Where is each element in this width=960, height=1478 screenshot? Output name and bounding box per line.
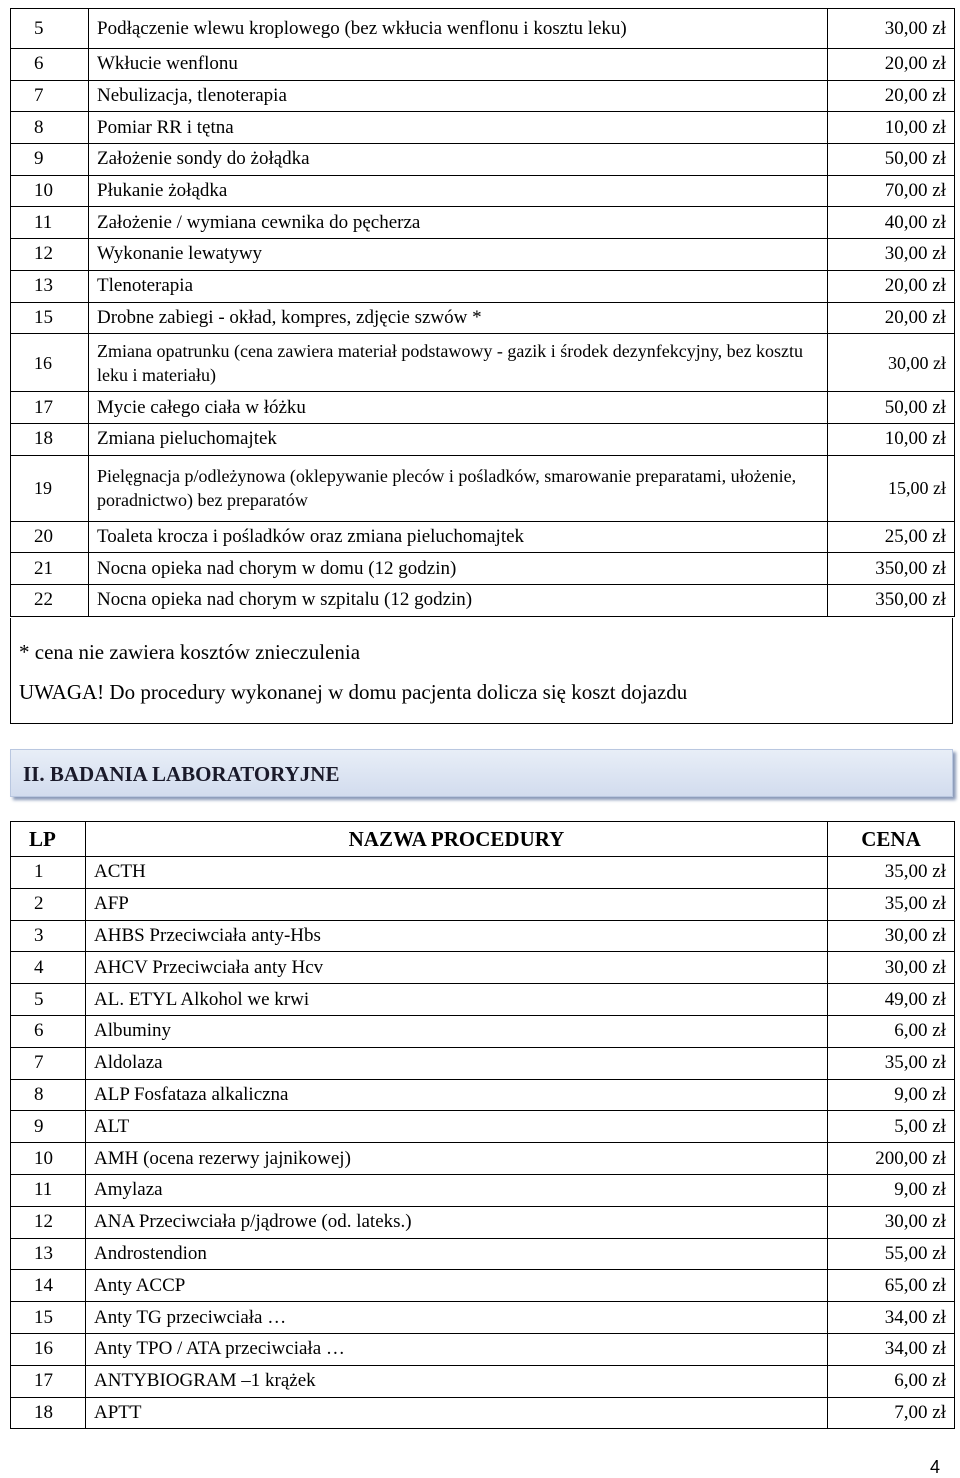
table-header-row <box>11 822 955 857</box>
section-title: II. BADANIA LABORATORYJNE <box>23 762 340 786</box>
cell-lp: 13 <box>11 1238 86 1270</box>
cell-name: Zmiana pieluchomajtek <box>89 423 828 455</box>
cell-name: Pomiar RR i tętna <box>89 112 828 144</box>
cell-price: 10,00 zł <box>828 423 955 455</box>
cell-price: 6,00 zł <box>828 1365 955 1397</box>
cell-name: AMH (ocena rezerwy jajnikowej) <box>86 1143 828 1175</box>
header-name: NAZWA PROCEDURY <box>86 822 828 857</box>
table-row <box>11 888 955 920</box>
cell-price: 7,00 zł <box>828 1397 955 1429</box>
table-row <box>11 175 955 207</box>
cell-name: Wkłucie wenflonu <box>89 49 828 81</box>
cell-price: 34,00 zł <box>828 1302 955 1334</box>
cell-name: Płukanie żołądka <box>89 175 828 207</box>
cell-lp: 18 <box>11 423 89 455</box>
cell-name: ALT <box>86 1111 828 1143</box>
cell-lp: 13 <box>11 270 89 302</box>
table-row <box>11 984 955 1016</box>
cell-name: Zmiana opatrunku (cena zawiera materiał podstawowy - gazik i środek dezynfekcyjny, bez kosztu leku i materiału) <box>89 334 828 392</box>
cell-price: 49,00 zł <box>828 984 955 1016</box>
table-row <box>11 1111 955 1143</box>
table-row <box>11 1333 955 1365</box>
table-row <box>11 1047 955 1079</box>
table-row <box>11 302 955 334</box>
table-row <box>11 1143 955 1175</box>
cell-price: 65,00 zł <box>828 1270 955 1302</box>
cell-lp: 18 <box>11 1397 86 1429</box>
cell-price: 50,00 zł <box>828 144 955 176</box>
cell-price: 9,00 zł <box>828 1174 955 1206</box>
cell-price: 20,00 zł <box>828 49 955 81</box>
cell-price: 5,00 zł <box>828 1111 955 1143</box>
cell-lp: 10 <box>11 175 89 207</box>
table-row <box>11 144 955 176</box>
cell-name: ANA Przeciwciała p/jądrowe (od. lateks.) <box>86 1206 828 1238</box>
cell-name: Aldolaza <box>86 1047 828 1079</box>
cell-price: 40,00 zł <box>828 207 955 239</box>
cell-price: 35,00 zł <box>828 1047 955 1079</box>
cell-name: Pielęgnacja p/odleżynowa (oklepywanie pleców i pośladków, smarowanie preparatami, ułożenie, poradnictwo) bez preparatów <box>89 455 828 521</box>
table-row <box>11 423 955 455</box>
cell-price: 35,00 zł <box>828 888 955 920</box>
cell-name: Nocna opieka nad chorym w szpitalu (12 godzin) <box>89 584 828 616</box>
travel-cost-note: UWAGA! Do procedury wykonanej w domu pacjenta dolicza się koszt dojazdu <box>19 680 688 704</box>
cell-name: AHCV Przeciwciała anty Hcv <box>86 952 828 984</box>
cell-lp: 11 <box>11 207 89 239</box>
table-row <box>11 1079 955 1111</box>
cell-name: Anty TG przeciwciała … <box>86 1302 828 1334</box>
cell-price: 20,00 zł <box>828 270 955 302</box>
cell-lp: 7 <box>11 80 89 112</box>
cell-lp: 2 <box>11 888 86 920</box>
cell-price: 30,00 zł <box>828 920 955 952</box>
table-row <box>11 952 955 984</box>
cell-price: 20,00 zł <box>828 80 955 112</box>
table-row <box>11 1015 955 1047</box>
table-row <box>11 1397 955 1429</box>
cell-name: AFP <box>86 888 828 920</box>
cell-name: Podłączenie wlewu kroplowego (bez wkłucia wenflonu i kosztu leku) <box>89 9 828 49</box>
notes-box <box>10 618 953 724</box>
cell-lp: 14 <box>11 1270 86 1302</box>
cell-name: Tlenoterapia <box>89 270 828 302</box>
cell-lp: 19 <box>11 455 89 521</box>
cell-name: Anty ACCP <box>86 1270 828 1302</box>
cell-name: Założenie / wymiana cewnika do pęcherza <box>89 207 828 239</box>
cell-price: 350,00 zł <box>828 553 955 585</box>
cell-lp: 22 <box>11 584 89 616</box>
section-header <box>10 749 953 797</box>
cell-lp: 12 <box>11 239 89 271</box>
cell-name: APTT <box>86 1397 828 1429</box>
table-row <box>11 80 955 112</box>
lab-tests-table <box>10 821 955 1429</box>
cell-name: ACTH <box>86 857 828 889</box>
cell-name: Nocna opieka nad chorym w domu (12 godzin) <box>89 553 828 585</box>
table-row <box>11 239 955 271</box>
cell-price: 30,00 zł <box>828 334 955 392</box>
table-row <box>11 553 955 585</box>
table-row <box>11 857 955 889</box>
cell-price: 20,00 zł <box>828 302 955 334</box>
cell-lp: 6 <box>11 49 89 81</box>
table-row <box>11 49 955 81</box>
cell-name: Drobne zabiegi - okład, kompres, zdjęcie szwów * <box>89 302 828 334</box>
cell-lp: 15 <box>11 1302 86 1334</box>
cell-lp: 15 <box>11 302 89 334</box>
cell-name: Anty TPO / ATA przeciwciała … <box>86 1333 828 1365</box>
cell-price: 30,00 zł <box>828 952 955 984</box>
cell-lp: 8 <box>11 1079 86 1111</box>
cell-price: 25,00 zł <box>828 521 955 553</box>
cell-name: Założenie sondy do żołądka <box>89 144 828 176</box>
cell-lp: 7 <box>11 1047 86 1079</box>
cell-price: 30,00 zł <box>828 1206 955 1238</box>
cell-lp: 9 <box>11 1111 86 1143</box>
page-number: 4 <box>929 1457 940 1477</box>
table-row <box>11 1270 955 1302</box>
cell-name: ALP Fosfataza alkaliczna <box>86 1079 828 1111</box>
cell-name: Mycie całego ciała w łóżku <box>89 392 828 424</box>
cell-lp: 21 <box>11 553 89 585</box>
table-row <box>11 584 955 616</box>
cell-lp: 16 <box>11 334 89 392</box>
cell-lp: 4 <box>11 952 86 984</box>
table-row <box>11 521 955 553</box>
cell-price: 55,00 zł <box>828 1238 955 1270</box>
cell-lp: 3 <box>11 920 86 952</box>
cell-lp: 20 <box>11 521 89 553</box>
cell-price: 34,00 zł <box>828 1333 955 1365</box>
cell-name: Toaleta krocza i pośladków oraz zmiana pieluchomajtek <box>89 521 828 553</box>
table-row <box>11 1206 955 1238</box>
table-row <box>11 920 955 952</box>
cell-price: 50,00 zł <box>828 392 955 424</box>
cell-price: 350,00 zł <box>828 584 955 616</box>
cell-name: Wykonanie lewatywy <box>89 239 828 271</box>
cell-name: ANTYBIOGRAM –1 krążek <box>86 1365 828 1397</box>
table-row <box>11 1302 955 1334</box>
cell-lp: 11 <box>11 1174 86 1206</box>
table-row <box>11 1365 955 1397</box>
table-row <box>11 334 955 392</box>
cell-price: 200,00 zł <box>828 1143 955 1175</box>
cell-price: 70,00 zł <box>828 175 955 207</box>
table-row <box>11 392 955 424</box>
cell-price: 10,00 zł <box>828 112 955 144</box>
table-row <box>11 1238 955 1270</box>
table-row <box>11 270 955 302</box>
cell-lp: 5 <box>11 984 86 1016</box>
cell-lp: 17 <box>11 392 89 424</box>
cell-price: 35,00 zł <box>828 857 955 889</box>
cell-name: AHBS Przeciwciała anty-Hbs <box>86 920 828 952</box>
table-row <box>11 207 955 239</box>
table-row <box>11 9 955 49</box>
cell-name: Albuminy <box>86 1015 828 1047</box>
cell-lp: 16 <box>11 1333 86 1365</box>
procedures-table <box>10 8 955 617</box>
table-row <box>11 1174 955 1206</box>
cell-lp: 6 <box>11 1015 86 1047</box>
cell-lp: 12 <box>11 1206 86 1238</box>
cell-name: Amylaza <box>86 1174 828 1206</box>
cell-price: 30,00 zł <box>828 239 955 271</box>
cell-lp: 10 <box>11 1143 86 1175</box>
cell-name: Androstendion <box>86 1238 828 1270</box>
cell-lp: 9 <box>11 144 89 176</box>
cell-name: AL. ETYL Alkohol we krwi <box>86 984 828 1016</box>
header-price: CENA <box>828 822 955 857</box>
header-lp: LP <box>11 822 86 857</box>
cell-price: 15,00 zł <box>828 455 955 521</box>
cell-lp: 5 <box>11 9 89 49</box>
table-row <box>11 455 955 521</box>
cell-price: 9,00 zł <box>828 1079 955 1111</box>
cell-price: 6,00 zł <box>828 1015 955 1047</box>
cell-lp: 1 <box>11 857 86 889</box>
cell-lp: 8 <box>11 112 89 144</box>
cell-price: 30,00 zł <box>828 9 955 49</box>
cell-name: Nebulizacja, tlenoterapia <box>89 80 828 112</box>
cell-lp: 17 <box>11 1365 86 1397</box>
table-row <box>11 112 955 144</box>
anesthesia-note: * cena nie zawiera kosztów znieczulenia <box>19 640 361 664</box>
